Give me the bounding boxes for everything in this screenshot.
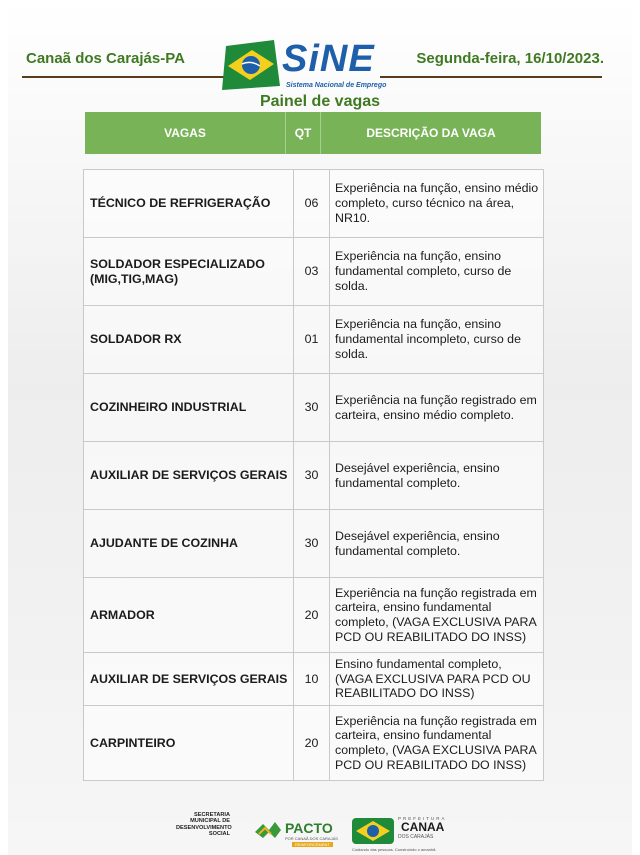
date-label: Segunda-feira, 16/10/2023. [416,50,604,67]
secretaria-line: MUNICIPAL DE [190,818,230,825]
table-row [84,238,544,306]
brazil-flag-icon [220,40,282,90]
job-title: CARPINTEIRO [84,706,294,781]
header [8,28,632,92]
job-quantity: 06 [294,170,330,238]
job-quantity: 01 [294,306,330,374]
job-title: SOLDADOR ESPECIALIZADO (MIG,TIG,MAG) [84,238,294,306]
job-title: TÉCNICO DE REFRIGERAÇÃO [84,170,294,238]
panel-title: Painel de vagas [259,93,381,110]
header-divider-right [380,76,602,78]
table-row [84,510,544,578]
sine-wordmark: SiNE [282,38,375,80]
job-description: Experiência na função, ensino médio completo, curso técnico na área, NR10. [330,170,544,238]
secretaria-line: SOCIAL [208,831,230,838]
job-title: ARMADOR [84,578,294,653]
sine-subtitle: Sistema Nacional de Emprego [286,82,387,89]
job-quantity: 10 [294,653,330,706]
secretaria-line: SECRETARIA [194,812,230,818]
column-header-descricao: DESCRIÇÃO DA VAGA [366,126,496,140]
canaa-tagline: Cuidando das pessoas. Construindo o amanhã. [352,847,437,852]
job-panel-flyer [8,0,632,855]
table-row [84,442,544,510]
secretaria-line: DESENVOLVIMENTO [176,824,232,831]
table-header [85,112,541,154]
job-title: AJUDANTE DE COZINHA [84,510,294,578]
pacto-icon [253,818,283,842]
job-description: Ensino fundamental completo, (VAGA EXCLUSIVA PARA PCD OU REABILITADO DO INSS) [330,653,544,706]
job-description: Experiência na função, ensino fundamental completo, curso de solda. [330,238,544,306]
job-description: Experiência na função registrada em carteira, ensino fundamental completo, (VAGA EXCLUSIVA PARA PCD OU REABILITADO DO INSS) [330,706,544,781]
table-row [84,706,544,781]
job-title: SOLDADOR RX [84,306,294,374]
table-row [84,306,544,374]
job-quantity: 20 [294,706,330,781]
prefeitura-label: PREFEITURA [398,816,447,821]
job-title: AUXILIAR DE SERVIÇOS GERAIS [84,442,294,510]
job-description: Desejável experiência, ensino fundamental completo. [330,442,544,510]
job-title: AUXILIAR DE SERVIÇOS GERAIS [84,653,294,706]
canaa-flag-icon [352,818,394,844]
job-description: Experiência na função registrada em carteira, ensino fundamental completo, (VAGA EXCLUSIVA PARA PCD OU REABILITADO DO INSS) [330,578,544,653]
footer-logos [8,812,632,852]
job-quantity: 03 [294,238,330,306]
job-quantity: 20 [294,578,330,653]
column-header-vagas: VAGAS [85,112,286,154]
job-description: Desejável experiência, ensino fundamental completo. [330,510,544,578]
table-row [84,374,544,442]
job-quantity: 30 [294,374,330,442]
canaa-subtitle: DOS CARAJÁS [398,834,434,840]
job-description: Experiência na função, ensino fundamental incompleto, curso de solda. [330,306,544,374]
job-description: Experiência na função registrado em carteira, ensino médio completo. [330,374,544,442]
table-row [84,170,544,238]
header-divider-left [22,76,234,78]
job-title: COZINHEIRO INDUSTRIAL [84,374,294,442]
table-row [84,578,544,653]
pacto-wordmark: PACTO [285,820,333,836]
job-quantity: 30 [294,510,330,578]
pacto-badge: REINFORCEMENT [292,842,333,847]
secretaria-logo [176,812,230,838]
column-header-qt: QT [286,112,321,154]
pacto-subtitle: POR CANAÃ DOS CARAJÁS [285,836,338,841]
city-label: Canaã dos Carajás-PA [26,50,185,67]
jobs-table [83,169,544,781]
canaa-wordmark: CANAA [401,820,445,834]
table-row [84,653,544,706]
job-quantity: 30 [294,442,330,510]
sine-logo [220,40,398,92]
